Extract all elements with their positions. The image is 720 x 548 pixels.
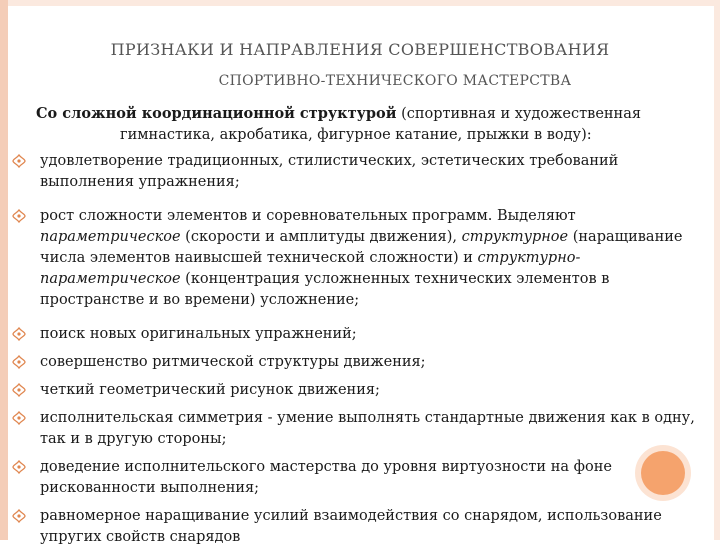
list-item: [0, 206, 720, 311]
slide-frame-top: [0, 0, 720, 6]
list-item: [0, 457, 720, 499]
fleuron-bullet-icon: [12, 509, 26, 523]
list-item: [0, 408, 720, 450]
list-item-text: исполнительская симметрия - умение выполнять стандартные движения как в одну, так и в другую стороны;: [40, 410, 695, 447]
list-item-text: рост сложности элементов и соревновательных программ. Выделяют: [40, 208, 576, 224]
list-item-text: доведение исполнительского мастерства до уровня виртуозности на фоне рискованности выполнения;: [40, 459, 612, 496]
list-item: [0, 380, 720, 401]
list-item-text: равномерное наращивание усилий взаимодействия со снарядом, использование упругих свойств снарядов: [40, 508, 662, 545]
fleuron-bullet-icon: [12, 355, 26, 369]
list-item-text: удовлетворение традиционных, стилистических, эстетических требований выполнения упражнения;: [40, 153, 619, 190]
list-item: [0, 324, 720, 345]
list-item-text: (скорости и амплитуды движения),: [180, 229, 462, 245]
list-item-italic: структурное: [461, 229, 569, 245]
list-item-text: четкий геометрический рисунок движения;: [40, 382, 380, 398]
list-item-italic: параметрическое: [40, 229, 181, 245]
list-item-text: (наращивание числа элементов наивысшей технической сложности) и: [40, 229, 683, 266]
list-item-text: (концентрация усложненных технических элементов в пространстве и во времени) усложнение;: [40, 271, 610, 308]
list-item-text: поиск новых оригинальных упражнений;: [40, 326, 357, 342]
list-item-text: совершенство ритмической структуры движения;: [40, 354, 426, 370]
intro-rest: (спортивная и художественная: [396, 106, 642, 122]
fleuron-bullet-icon: [12, 154, 26, 168]
fleuron-bullet-icon: [12, 411, 26, 425]
intro-line2: гимнастика, акробатика, фигурное катание, прыжки в воду):: [120, 127, 592, 143]
list-item: [0, 151, 720, 193]
slide-title: [0, 40, 720, 89]
bullet-list: [0, 151, 720, 548]
slide-title-line1: ПРИЗНАКИ И НАПРАВЛЕНИЯ СОВЕРШЕНСТВОВАНИЯ: [110, 40, 610, 59]
fleuron-bullet-icon: [12, 209, 26, 223]
intro-paragraph: [36, 103, 696, 146]
list-item: [0, 506, 720, 548]
list-item: [0, 352, 720, 373]
list-item-italic: структурно-параметрическое: [40, 250, 581, 287]
decorative-circle: [641, 451, 685, 495]
fleuron-bullet-icon: [12, 460, 26, 474]
fleuron-bullet-icon: [12, 327, 26, 341]
slide-title-line2: СПОРТИВНО-ТЕХНИЧЕСКОГО МАСТЕРСТВА: [218, 73, 572, 89]
intro-bold: Со сложной координационной структурой: [36, 105, 397, 122]
fleuron-bullet-icon: [12, 383, 26, 397]
